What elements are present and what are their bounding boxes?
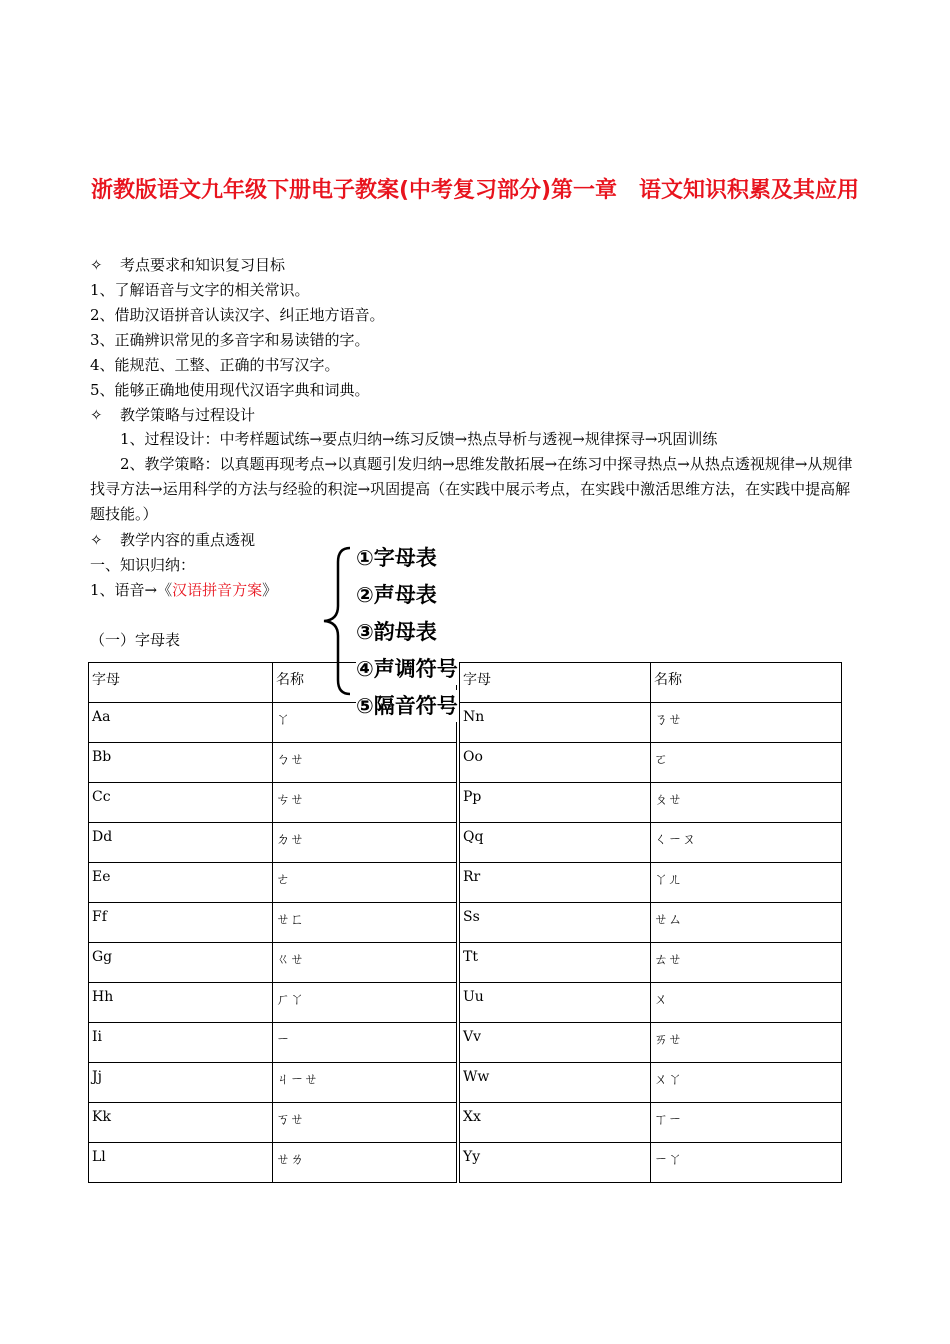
table-cell: ㄨㄚ	[651, 1063, 842, 1103]
table-row	[89, 823, 842, 863]
table-cell: Dd	[89, 823, 273, 863]
table-row	[89, 703, 842, 743]
table-cell: ㄝㄈ	[273, 903, 457, 943]
goals-heading: 考点要求和知识复习目标	[120, 256, 286, 274]
table-cell: ㄧㄚ	[651, 1143, 842, 1183]
outline-item	[356, 579, 458, 616]
table-cell: Bb	[89, 743, 273, 783]
table-cell: Ii	[89, 1023, 273, 1063]
column-header: 字母	[460, 663, 651, 703]
content-heading: 教学内容的重点透视	[120, 531, 256, 549]
table-row	[89, 863, 842, 903]
phonetics-suffix: 》	[262, 581, 278, 599]
table-cell: Ff	[89, 903, 273, 943]
table-cell: ㄨ	[651, 983, 842, 1023]
column-header: 名称	[651, 663, 842, 703]
table-row	[89, 1143, 842, 1183]
table-row	[89, 1023, 842, 1063]
strategy-paragraph-1: 1、过程设计：中考样题试练→要点归纳→练习反馈→热点导析与透视→规律探寻→巩固训练	[120, 430, 718, 448]
column-header: 名称	[273, 663, 457, 703]
table-cell: Aa	[89, 703, 273, 743]
table-row	[89, 1063, 842, 1103]
table-cell: Rr	[460, 863, 651, 903]
table-cell: ㄅㄝ	[273, 743, 457, 783]
table-cell: Pp	[460, 783, 651, 823]
diamond-bullet-icon: ✧	[90, 406, 103, 424]
document-title: 浙教版语文九年级下册电子教案(中考复习部分)第一章 语文知识积累及其应用	[90, 178, 860, 203]
table-cell: Ll	[89, 1143, 273, 1183]
strategy-heading-line	[90, 405, 255, 425]
table-cell: ㄊㄝ	[651, 943, 842, 983]
table-cell: ㄛ	[651, 743, 842, 783]
table-cell: ㄘㄝ	[273, 783, 457, 823]
table-row	[89, 983, 842, 1023]
table-cell: ㄝㄙ	[651, 903, 842, 943]
table-cell: ㄎㄝ	[273, 1103, 457, 1143]
table-cell: ㄜ	[273, 863, 457, 903]
table-cell: Nn	[460, 703, 651, 743]
table-cell: Ss	[460, 903, 651, 943]
table-row	[89, 903, 842, 943]
table-cell: Ww	[460, 1063, 651, 1103]
table-cell: ㄆㄝ	[651, 783, 842, 823]
table-cell: Hh	[89, 983, 273, 1023]
table-row	[89, 743, 842, 783]
table-row	[89, 1103, 842, 1143]
outline-item	[356, 653, 458, 690]
outline-item	[356, 690, 458, 727]
table-cell: Kk	[89, 1103, 273, 1143]
goals-heading-line	[90, 255, 285, 275]
table-cell: ㄑㄧㄡ	[651, 823, 842, 863]
table-cell: ㄐㄧㄝ	[273, 1063, 457, 1103]
outline-item	[356, 542, 458, 579]
goal-item: 2、借助汉语拼音认读汉字、纠正地方语音。	[90, 306, 385, 324]
table-cell: Jj	[89, 1063, 273, 1103]
table-header-row	[89, 663, 842, 703]
table-cell: ㄞㄝ	[651, 1023, 842, 1063]
goal-item: 4、能规范、工整、正确的书写汉字。	[90, 356, 340, 374]
pinyin-scheme-link[interactable]: 汉语拼音方案	[172, 581, 263, 599]
table-cell: Qq	[460, 823, 651, 863]
goal-item: 1、了解语音与文字的相关常识。	[90, 281, 310, 299]
table-cell: Uu	[460, 983, 651, 1023]
knowledge-summary-heading: 一、知识归纳：	[90, 556, 196, 574]
table-cell: Cc	[89, 783, 273, 823]
phonetics-prefix: 1、语音→《	[90, 581, 173, 599]
outline-item-label: ②声母表	[356, 579, 437, 611]
goal-item: 5、能够正确地使用现代汉语字典和词典。	[90, 381, 370, 399]
table-cell: ㄒㄧ	[651, 1103, 842, 1143]
diamond-bullet-icon: ✧	[90, 256, 103, 274]
table-cell: ㄉㄝ	[273, 823, 457, 863]
table-cell: Tt	[460, 943, 651, 983]
table-cell: ㄚ	[273, 703, 457, 743]
diamond-bullet-icon: ✧	[90, 531, 103, 549]
outline-item-label: ⑤隔音符号	[356, 690, 458, 722]
table-cell: ㄚㄦ	[651, 863, 842, 903]
goal-item: 3、正确辨识常见的多音字和易读错的字。	[90, 331, 370, 349]
column-header: 字母	[89, 663, 273, 703]
strategy-heading: 教学策略与过程设计	[120, 406, 256, 424]
table-cell: Yy	[460, 1143, 651, 1183]
table-row	[89, 783, 842, 823]
table-cell: Gg	[89, 943, 273, 983]
table-cell: Oo	[460, 743, 651, 783]
table-cell: ㄧ	[273, 1023, 457, 1063]
alphabet-table	[88, 662, 842, 1183]
table-cell: ㄍㄝ	[273, 943, 457, 983]
table-cell: Xx	[460, 1103, 651, 1143]
table-row	[89, 943, 842, 983]
outline-item-label: ①字母表	[356, 542, 437, 574]
table-cell: ㄋㄝ	[651, 703, 842, 743]
phonetics-item	[90, 580, 277, 600]
table-cell: Vv	[460, 1023, 651, 1063]
table-cell: ㄝㄌ	[273, 1143, 457, 1183]
strategy-paragraph-2: 2、教学策略：以真题再现考点→以真题引发归纳→思维发散拓展→在练习中探寻热点→从热点透视规律→从规律找寻方法→运用科学的方法与经验的积淀→巩固提高（在实践中展示考点，在实践中激活思维方法，在实践中提高解题技能。）	[90, 455, 853, 523]
outline-item-label: ④声调符号	[356, 653, 458, 685]
content-heading-line	[90, 530, 255, 550]
outline-item-label: ③韵母表	[356, 616, 437, 648]
table-cell: ㄏㄚ	[273, 983, 457, 1023]
table-caption: （一）字母表	[90, 631, 181, 649]
outline-item	[356, 616, 458, 653]
table-cell: Ee	[89, 863, 273, 903]
pinyin-scheme-outline	[356, 542, 458, 718]
